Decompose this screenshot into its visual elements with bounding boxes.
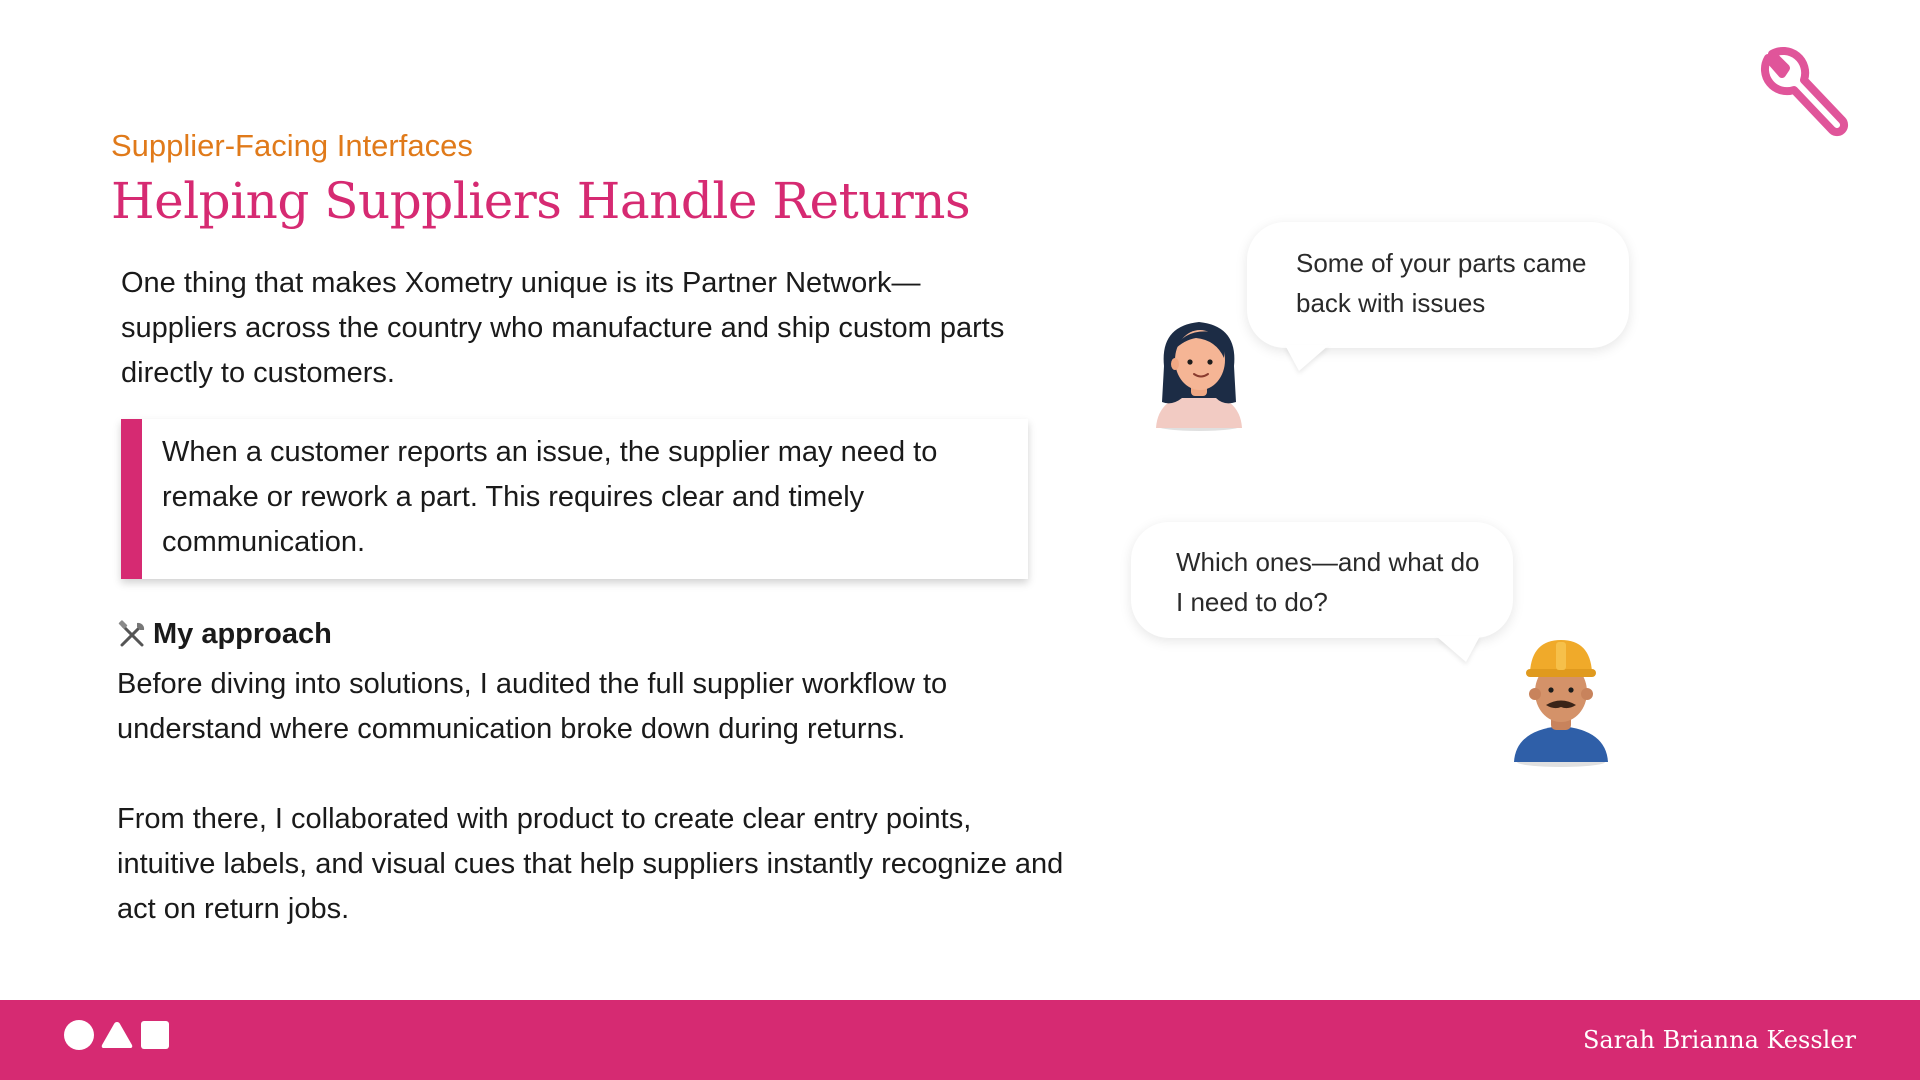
shapes-logo: [64, 1020, 170, 1050]
chat-bubble-supplier-reply: [1131, 522, 1513, 638]
approach-paragraph: From there, I collaborated with product to create clear entry points, intuitive labels, and visual cues that help suppliers instantly recognize and act on return jobs.: [117, 803, 1064, 925]
approach-heading-text: My approach: [153, 618, 332, 650]
bubble-tail: [1436, 636, 1480, 662]
circle-icon: [64, 1020, 94, 1050]
footer-bar: [0, 1000, 1920, 1080]
callout-box: [121, 419, 1028, 579]
chat-message: Which ones—and what do I need to do?: [1176, 547, 1480, 617]
wrench-icon: [1756, 44, 1856, 145]
author-name: Sarah Brianna Kessler: [1582, 1026, 1856, 1054]
callout-text: When a customer reports an issue, the supplier may need to remake or rework a part. This requires clear and timely communication.: [162, 436, 938, 558]
intro-paragraph: One thing that makes Xometry unique is its Partner Network—suppliers across the country who manufacture and ship custom parts directly to customers.: [121, 267, 1005, 389]
chat-bubble-supplier-notice: [1247, 222, 1629, 348]
approach-body: [117, 662, 1067, 977]
triangle-icon: [101, 1021, 133, 1049]
bubble-tail: [1285, 345, 1329, 371]
square-icon: [140, 1020, 170, 1050]
chat-message: Some of your parts came back with issues: [1296, 248, 1587, 318]
approach-heading: [117, 618, 332, 651]
worker-avatar-icon: [1506, 632, 1616, 773]
woman-avatar-icon: [1144, 306, 1254, 437]
approach-paragraph: Before diving into solutions, I audited the full supplier workflow to understand where communication broke down during returns.: [117, 668, 948, 745]
page-title: Helping Suppliers Handle Returns: [111, 172, 971, 230]
eyebrow-label: Supplier-Facing Interfaces: [111, 128, 473, 163]
tools-icon: [117, 620, 147, 650]
